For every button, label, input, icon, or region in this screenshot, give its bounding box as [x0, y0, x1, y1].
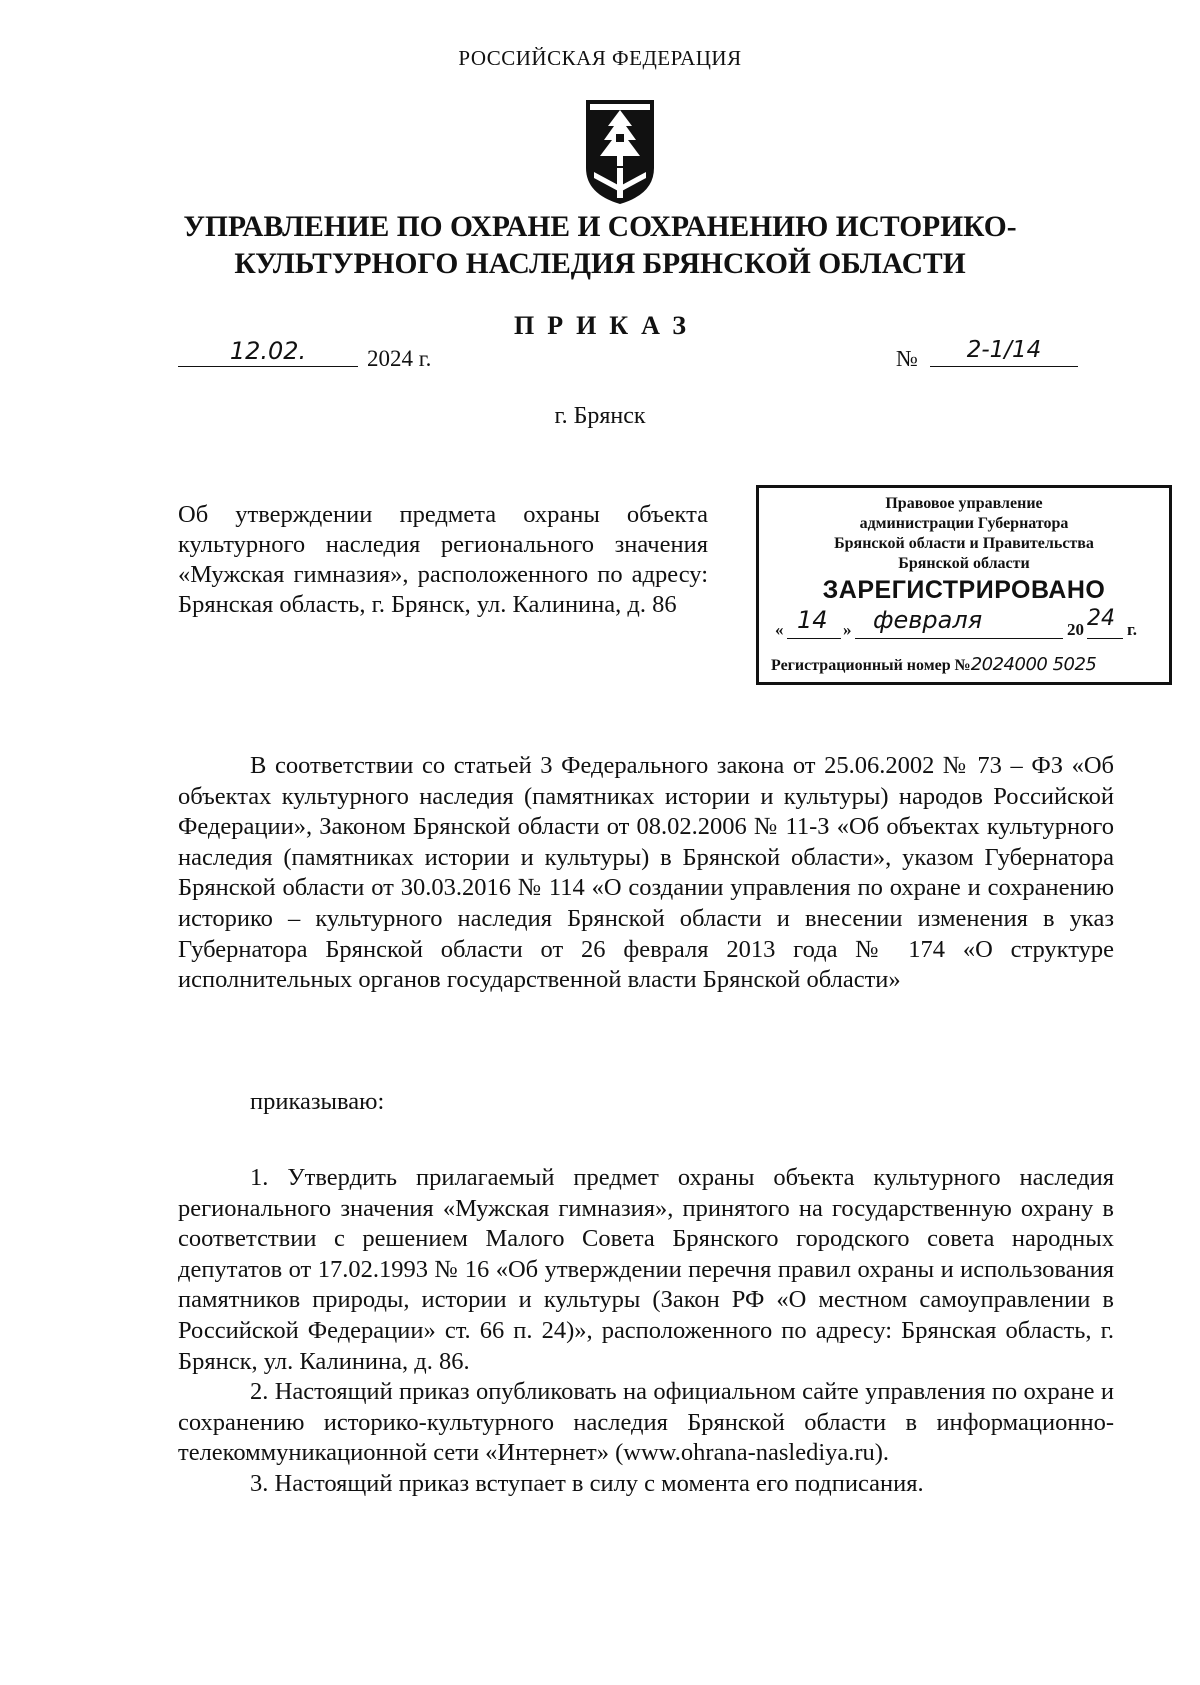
order-items — [178, 1163, 1114, 1500]
handwritten-date: 12.02. — [229, 337, 307, 365]
number-sign: № — [896, 346, 918, 371]
stamp-line: Брянской области — [898, 555, 1030, 572]
order-item-1: 1. Утвердить прилагаемый предмет охраны объекта культурного наследия регионального значения «Мужская гимназия», принятого на государственную охрану в соответствии с решением Малого Совета Брянского городского совета народных депутатов от 17.02.1993 № 16 «Об утверждении перечня правил охраны и использования памятников природы, истории и культуры (Закон РФ «О местном самоуправлении в Российской Федерации» ст. 66 п. 24)», расположенного по адресу: Брянская область, г. Брянск, ул. Калинина, д. 86. — [178, 1164, 1114, 1375]
agency-name-line2: КУЛЬТУРНОГО НАСЛЕДИЯ БРЯНСКОЙ ОБЛАСТИ — [234, 248, 966, 280]
preamble-paragraph: В соответствии со статьей 3 Федерального закона от 25.06.2002 № 73 – ФЗ «Об объектах культурного наследия (памятниках истории и культуры) народов Российской Федерации», Законом Брянской области от 08.02.2006 № 11-З «Об объектах культурного наследия (памятниках истории и культуры) в Брянской области», указом Губернатора Брянской области от 30.03.2016 № 114 «О создании управления по охране и сохранению историко – культурного наследия Брянской области и внесении изменения в указ Губернатора Брянской области от 26 февраля 2013 года № 174 «О структуре исполнительных органов государственной власти Брянской области» — [178, 752, 1114, 994]
stamp-authority — [759, 494, 1169, 574]
bryansk-region-coat-of-arms-icon — [584, 98, 656, 206]
country-heading: РОССИЙСКАЯ ФЕДЕРАЦИЯ — [458, 46, 742, 70]
order-year: 2024 г. — [367, 346, 432, 371]
city: г. Брянск — [554, 403, 646, 429]
preamble — [178, 751, 1114, 996]
stamp-handwritten-registration-number: 2024000 5025 — [970, 654, 1097, 675]
stamp-day-underline — [787, 637, 841, 639]
document-type: ПРИКАЗ — [513, 311, 700, 340]
stamp-month-underline — [855, 637, 1063, 639]
orders-phrase: приказываю: — [250, 1088, 385, 1115]
stamp-close-quote: » — [843, 620, 852, 639]
stamp-line: Правовое управление — [885, 495, 1043, 512]
order-item-3: 3. Настоящий приказ вступает в силу с момента его подписания. — [250, 1469, 924, 1497]
agency-name-line1: УПРАВЛЕНИЕ ПО ОХРАНЕ И СОХРАНЕНИЮ ИСТОРИКО- — [183, 211, 1017, 243]
stamp-registered-label: ЗАРЕГИСТРИРОВАНО — [822, 576, 1106, 604]
order-item-2: 2. Настоящий приказ опубликовать на официальном сайте управления по охране и сохранению историко-культурного наследия Брянской области в информационно-телекоммуникационной сети «Интернет» (www.ohrana-naslediya.ru). — [178, 1378, 1114, 1467]
stamp-handwritten-year: 24 — [1087, 606, 1115, 631]
stamp-open-quote: « — [775, 620, 784, 639]
stamp-year-suffix: г. — [1127, 620, 1138, 639]
registration-stamp — [756, 485, 1172, 685]
handwritten-order-number: 2-1/14 — [966, 337, 1042, 363]
stamp-registration-number-row — [771, 654, 1161, 678]
number-underline — [930, 365, 1078, 367]
stamp-handwritten-month: февраля — [873, 606, 983, 634]
stamp-date-row — [775, 606, 1157, 642]
stamp-registration-number-label: Регистрационный номер № — [771, 657, 971, 674]
date-underline — [178, 365, 358, 367]
stamp-line: Брянской области и Правительства — [834, 535, 1094, 552]
stamp-line: администрации Губернатора — [859, 515, 1069, 532]
stamp-year-underline — [1087, 637, 1123, 639]
agency-name — [150, 209, 1050, 283]
stamp-year-prefix: 20 — [1067, 620, 1084, 639]
order-subject: Об утверждении предмета охраны объекта культурного наследия регионального значения «Мужская гимназия», расположенного по адресу: Брянская область, г. Брянск, ул. Калинина, д. 86 — [178, 501, 708, 618]
stamp-handwritten-day: 14 — [797, 606, 828, 634]
